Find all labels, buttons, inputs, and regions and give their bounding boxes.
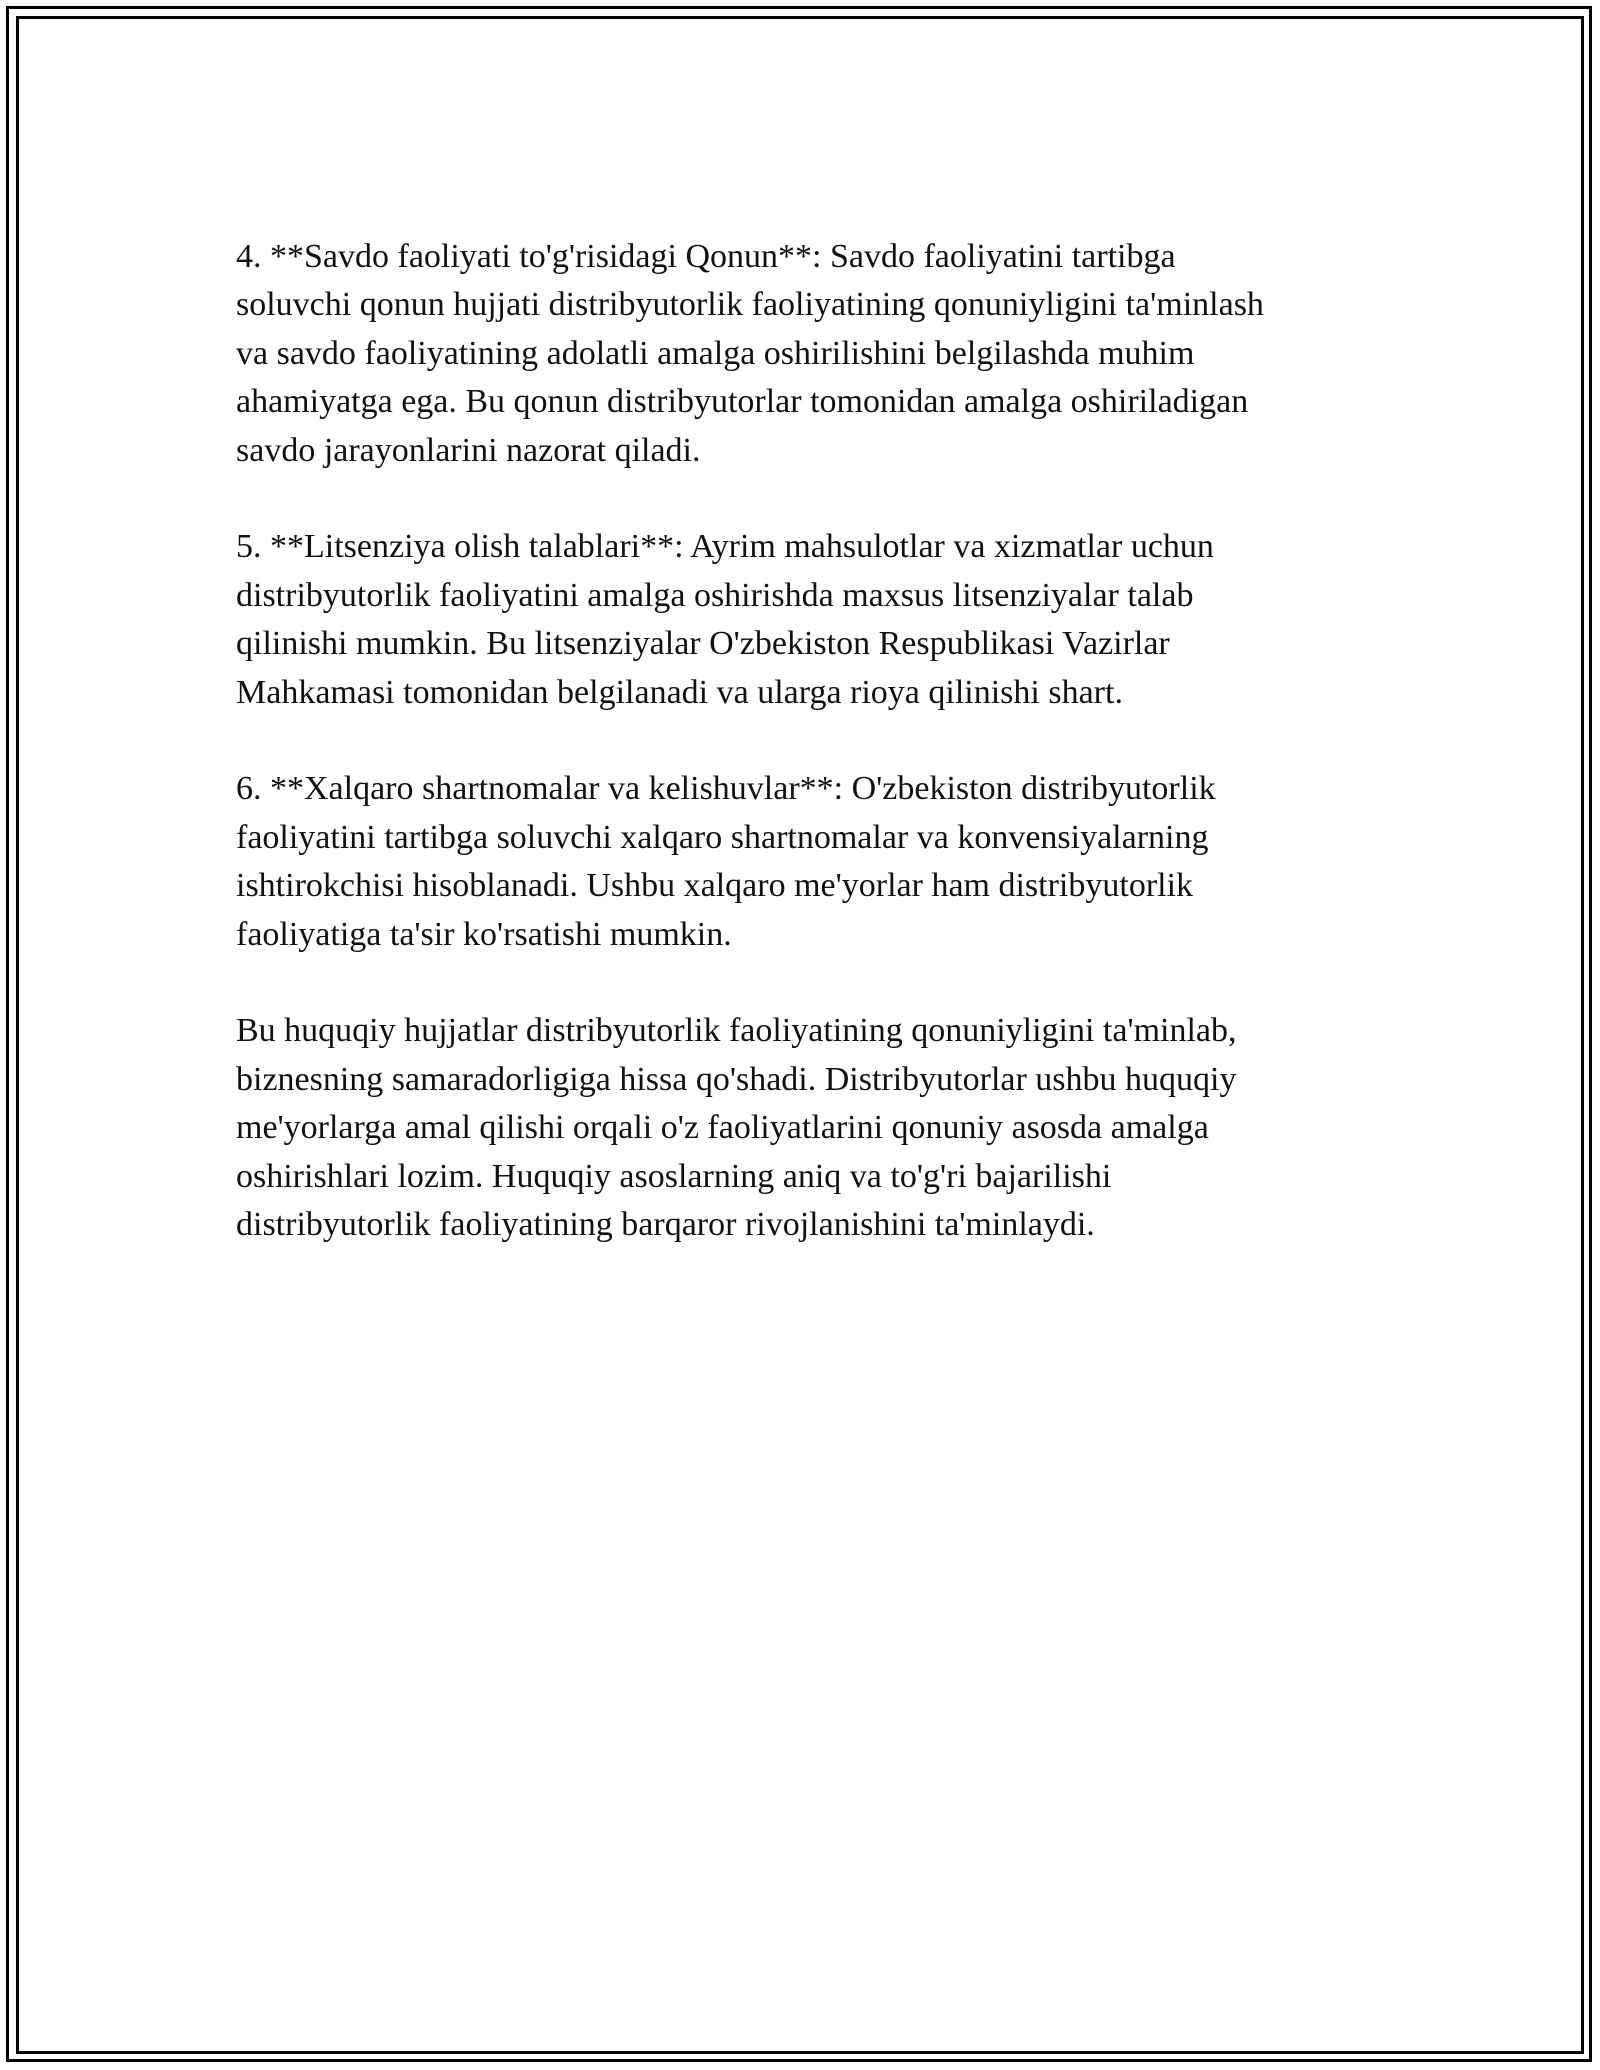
text-line: soluvchi qonun hujjati distribyutorlik faoliyatining qonuniyligini ta'minlash <box>236 286 1264 324</box>
text-line: qilinishi mumkin. Bu litsenziyalar O'zbekiston Respublikasi Vazirlar <box>236 625 1170 663</box>
text-line: oshirishlari lozim. Huquqiy asoslarning aniq va to'g'ri bajarilishi <box>236 1157 1112 1195</box>
text-line: va savdo faoliyatining adolatli amalga oshirilishini belgilashda muhim <box>236 334 1195 372</box>
text-line: ahamiyatga ega. Bu qonun distribyutorlar tomonidan amalga oshiriladigan <box>236 383 1249 421</box>
text-line: distribyutorlik faoliyatini amalga oshirishda maxsus litsenziyalar talab <box>236 576 1194 614</box>
text-line: distribyutorlik faoliyatining barqaror rivojlanishini ta'minlaydi. <box>236 1206 1095 1244</box>
text-line: biznesning samaradorligiga hissa qo'shadi. Distribyutorlar ushbu huquqiy <box>236 1060 1237 1098</box>
text-line: 5. **Litsenziya olish talablari**: Ayrim mahsulotlar va xizmatlar uchun <box>236 528 1214 566</box>
text-line: Mahkamasi tomonidan belgilanadi va ularga rioya qilinishi shart. <box>236 673 1123 711</box>
text-line: savdo jarayonlarini nazorat qiladi. <box>236 431 701 469</box>
text-line: me'yorlarga amal qilishi orqali o'z faoliyatlarini qonuniy asosda amalga <box>236 1109 1209 1147</box>
text-line: 4. **Savdo faoliyati to'g'risidagi Qonun**: Savdo faoliyatini tartibga <box>236 238 1176 275</box>
paragraph-xalqaro-shartnomalar <box>236 765 1366 959</box>
paragraph-savdo-qonun <box>236 233 1366 475</box>
paragraph-litsenziya <box>236 523 1366 717</box>
text-line: Bu huquqiy hujjatlar distribyutorlik faoliyatining qonuniyligini ta'minlab, <box>236 1012 1237 1050</box>
document-body <box>236 233 1366 1298</box>
text-line: faoliyatini tartibga soluvchi xalqaro shartnomalar va konvensiyalarning <box>236 818 1209 856</box>
text-line: 6. **Xalqaro shartnomalar va kelishuvlar**: O'zbekiston distribyutorlik <box>236 770 1216 808</box>
paragraph-conclusion <box>236 1007 1366 1249</box>
text-line: ishtirokchisi hisoblanadi. Ushbu xalqaro me'yorlar ham distribyutorlik <box>236 867 1194 905</box>
text-line: faoliyatiga ta'sir ko'rsatishi mumkin. <box>236 915 732 953</box>
